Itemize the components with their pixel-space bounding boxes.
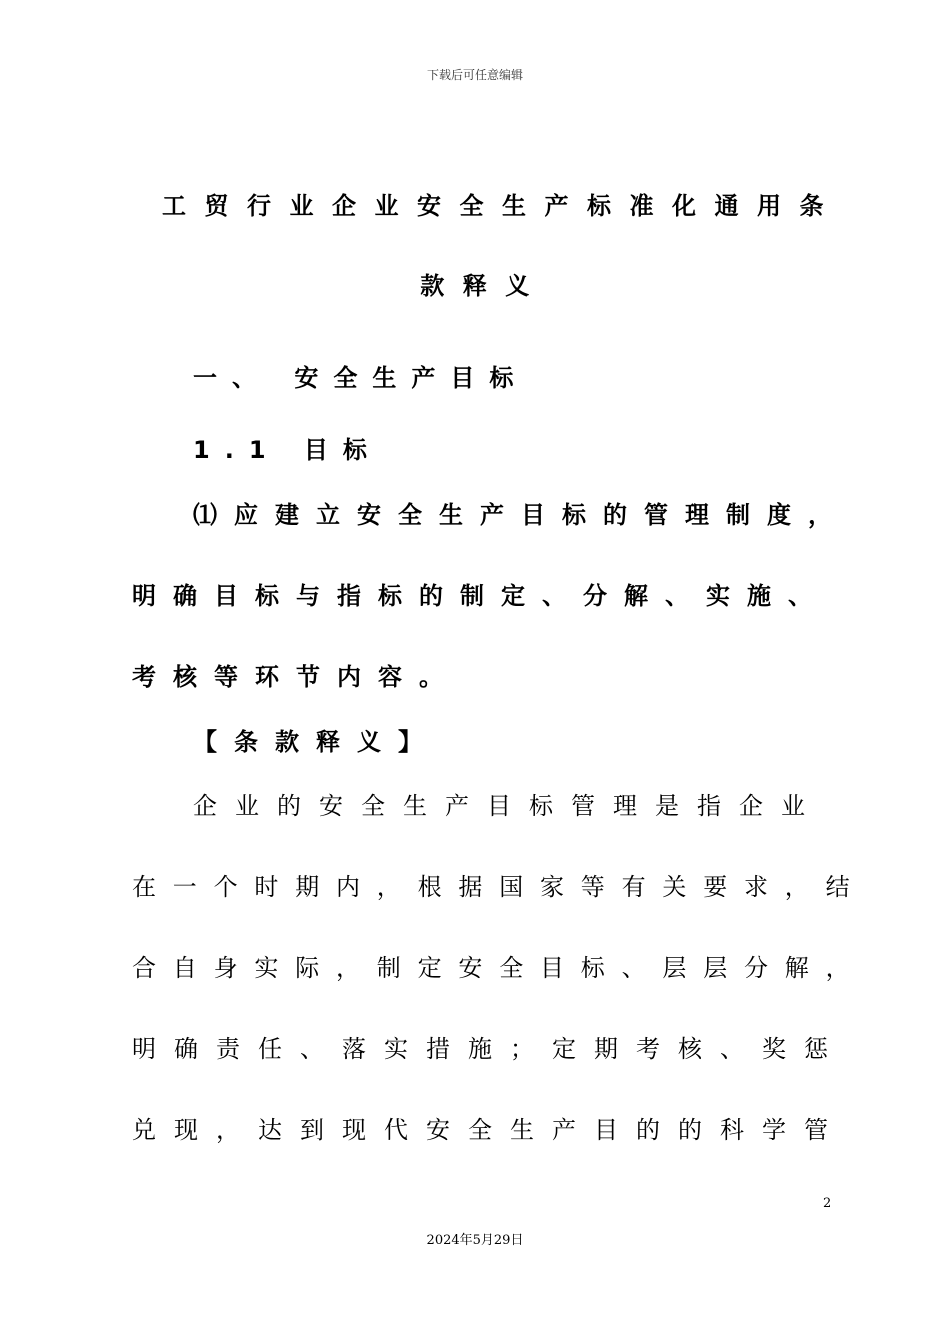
subsection-heading: 1.1 目标 bbox=[193, 436, 382, 464]
page-footer-date: 2024年5月29日 bbox=[426, 1233, 524, 1248]
interpretation-line-1: 企业的安全生产目标管理是指企业 bbox=[193, 792, 823, 820]
interpretation-line-5: 兑现，达到现代安全生产目的的科学管 bbox=[132, 1116, 846, 1144]
section-heading: 一、 安全生产目标 bbox=[193, 364, 529, 392]
interpretation-label: 【条款释义】 bbox=[193, 728, 439, 756]
document-title-line-2: 款释义 bbox=[420, 272, 548, 300]
clause-line-2: 明确目标与指标的制定、分解、实施、 bbox=[132, 582, 829, 610]
interpretation-line-4: 明确责任、落实措施；定期考核、奖惩 bbox=[132, 1035, 846, 1063]
clause-line-1: ⑴应建立安全生产目标的管理制度， bbox=[193, 501, 849, 529]
page-header: 下载后可任意编辑 bbox=[426, 68, 523, 82]
interpretation-line-3: 合自身实际，制定安全目标、层层分解， bbox=[132, 954, 867, 982]
clause-line-3: 考核等环节内容。 bbox=[132, 663, 460, 691]
page-number: 2 bbox=[823, 1196, 832, 1211]
document-title-line-1: 工贸行业企业安全生产标准化通用条 bbox=[162, 192, 842, 220]
interpretation-line-2: 在一个时期内，根据国家等有关要求，结 bbox=[132, 873, 867, 901]
